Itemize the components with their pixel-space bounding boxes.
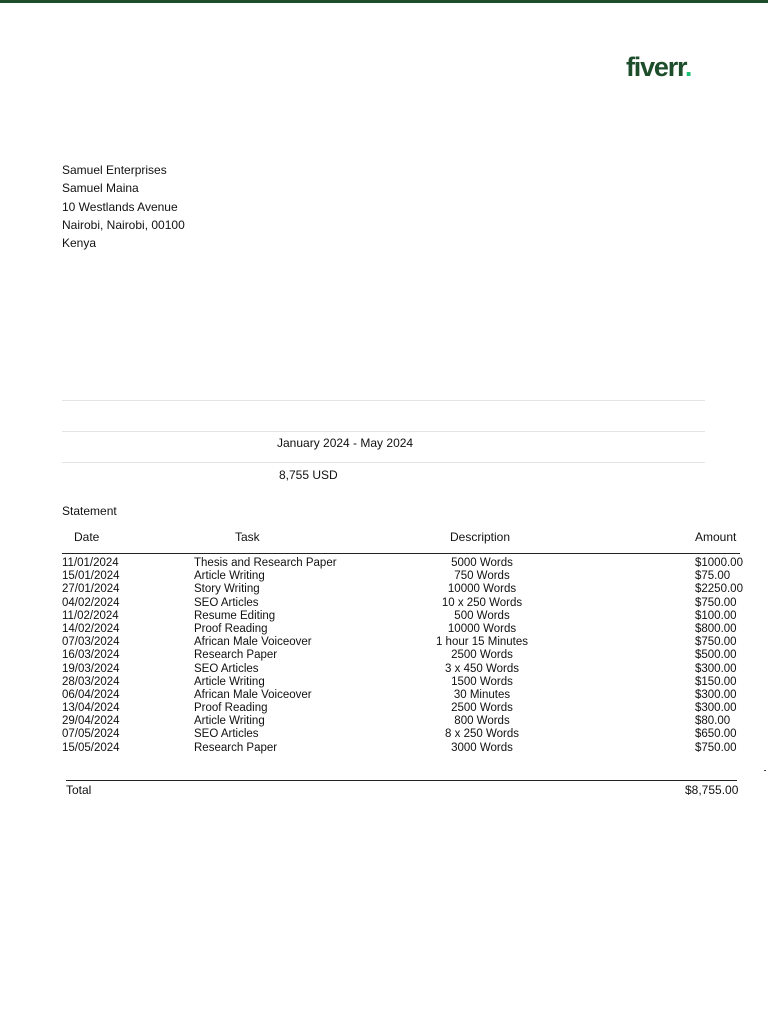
row-task: Article Writing — [194, 675, 265, 688]
row-date: 29/04/2024 — [62, 715, 120, 728]
table-row — [0, 689, 768, 702]
row-amount: $150.00 — [695, 675, 737, 688]
row-amount: $80.00 — [695, 715, 731, 728]
row-date: 06/04/2024 — [62, 688, 120, 701]
total-label: Total — [66, 783, 92, 797]
row-task: Story Writing — [194, 583, 260, 596]
row-amount: $750.00 — [695, 636, 737, 649]
row-description: 8 x 250 Words — [445, 728, 519, 741]
recipient-city: Nairobi, Nairobi, 00100 — [62, 217, 185, 232]
table-footer-rule — [66, 780, 737, 781]
table-row — [0, 676, 768, 689]
table-row — [0, 649, 768, 662]
row-amount: $2250.00 — [695, 583, 743, 596]
row-date: 07/05/2024 — [62, 728, 120, 741]
stray-mark — [764, 770, 766, 771]
fiverr-logo — [626, 52, 691, 82]
row-amount: $650.00 — [695, 728, 737, 741]
column-header-date: Date — [74, 530, 100, 544]
total-value: $8,755.00 — [685, 783, 739, 797]
row-date: 27/01/2024 — [62, 583, 120, 596]
row-amount: $300.00 — [695, 662, 737, 675]
row-description: 800 Words — [454, 715, 510, 728]
row-task: African Male Voiceover — [194, 636, 312, 649]
recipient-company: Samuel Enterprises — [62, 163, 167, 177]
recipient-address — [62, 161, 185, 252]
row-date: 11/02/2024 — [62, 609, 119, 622]
table-row — [0, 623, 768, 636]
table-row — [0, 715, 768, 728]
table-row — [0, 570, 768, 583]
row-amount: $300.00 — [695, 702, 737, 715]
divider — [62, 462, 705, 463]
row-task: SEO Articles — [194, 662, 259, 675]
row-task: Research Paper — [194, 649, 278, 662]
row-amount: $750.00 — [695, 596, 737, 609]
table-row — [0, 597, 768, 610]
row-date: 07/03/2024 — [62, 636, 120, 649]
recipient-country: Kenya — [62, 236, 97, 251]
row-amount: $1000.00 — [695, 557, 743, 569]
top-accent-bar — [0, 0, 768, 3]
table-row — [0, 742, 768, 755]
statement-period: January 2024 - May 2024 — [277, 436, 414, 450]
column-header-task: Task — [235, 530, 260, 544]
row-task: SEO Articles — [194, 728, 259, 741]
row-date: 15/05/2024 — [62, 741, 120, 754]
row-description: 1500 Words — [451, 675, 513, 688]
table-row — [0, 610, 768, 623]
row-task: Research Paper — [194, 741, 278, 754]
row-date: 19/03/2024 — [62, 662, 120, 675]
row-description: 750 Words — [454, 570, 510, 583]
row-description: 1 hour 15 Minutes — [435, 636, 529, 649]
row-description: 10000 Words — [447, 622, 517, 635]
table-row — [0, 583, 768, 596]
row-date: 28/03/2024 — [62, 675, 120, 688]
row-task: Article Writing — [194, 715, 265, 728]
logo-wordmark: fiverr — [626, 52, 685, 82]
row-amount: $500.00 — [695, 649, 737, 662]
row-task: African Male Voiceover — [194, 688, 312, 701]
row-date: 15/01/2024 — [62, 570, 120, 583]
row-description: 10 x 250 Words — [441, 596, 523, 609]
row-date: 04/02/2024 — [62, 596, 120, 609]
row-amount: $800.00 — [695, 622, 737, 635]
table-row — [0, 663, 768, 676]
row-task: Resume Editing — [194, 609, 276, 622]
row-amount: $750.00 — [695, 741, 737, 754]
row-description: 30 Minutes — [453, 688, 511, 701]
row-date: 13/04/2024 — [62, 702, 120, 715]
row-task: Proof Reading — [194, 702, 268, 715]
row-description: 5000 Words — [451, 557, 513, 569]
recipient-name: Samuel Maina — [62, 181, 139, 196]
row-task: Article Writing — [194, 570, 265, 583]
table-header-rule — [62, 553, 740, 554]
column-header-amount: Amount — [695, 530, 737, 544]
column-header-description: Description — [450, 530, 511, 544]
row-description: 3 x 450 Words — [445, 662, 519, 675]
row-amount: $100.00 — [695, 609, 737, 622]
table-row — [0, 702, 768, 715]
table-row — [0, 557, 768, 570]
row-amount: $75.00 — [695, 570, 731, 583]
row-description: 10000 Words — [447, 583, 517, 596]
row-task: Thesis and Research Paper — [194, 557, 337, 569]
recipient-street: 10 Westlands Avenue — [62, 199, 178, 214]
row-description: 500 Words — [454, 609, 510, 622]
table-row — [0, 728, 768, 741]
row-task: SEO Articles — [194, 596, 259, 609]
row-date: 11/01/2024 — [62, 557, 119, 569]
row-task: Proof Reading — [194, 622, 268, 635]
statement-title: Statement — [62, 504, 117, 518]
row-description: 2500 Words — [451, 649, 513, 662]
logo-dot: . — [684, 52, 692, 82]
row-date: 16/03/2024 — [62, 649, 120, 662]
row-amount: $300.00 — [695, 688, 737, 701]
statement-table-body — [0, 557, 768, 755]
row-description: 3000 Words — [451, 741, 513, 754]
divider — [62, 400, 705, 401]
table-row — [0, 636, 768, 649]
summary-total: 8,755 USD — [279, 468, 338, 482]
row-date: 14/02/2024 — [62, 622, 120, 635]
row-description: 2500 Words — [451, 702, 513, 715]
divider — [62, 431, 705, 432]
